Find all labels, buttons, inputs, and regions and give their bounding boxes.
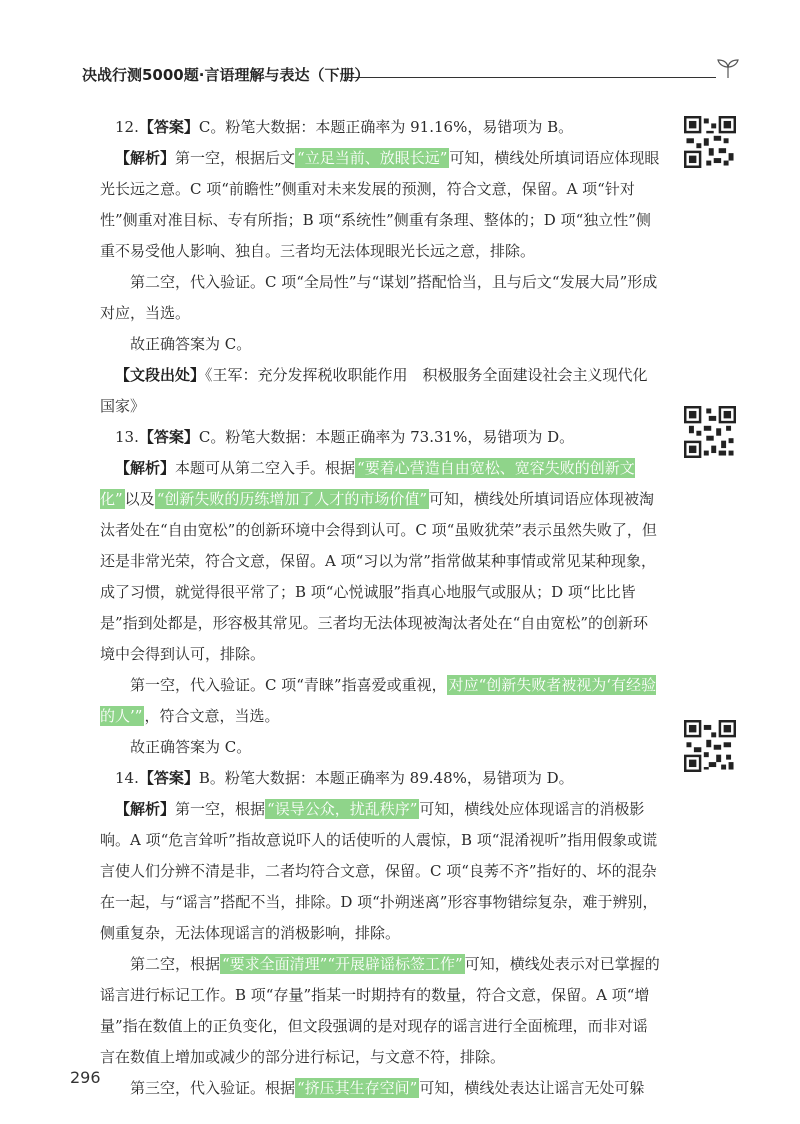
qr-code-icon[interactable] bbox=[684, 720, 736, 772]
q12-analysis bbox=[100, 143, 660, 267]
answer-text: B。粉笔大数据：本题正确率为 89.48%，易错项为 D。 bbox=[198, 769, 574, 787]
highlight: “要着心营造自由宽松、宽容失败的创新文化” bbox=[100, 459, 635, 508]
q13-analysis bbox=[100, 453, 660, 670]
analysis-text: 可知，横线处所填词语应体现眼光长远之意。C 项“前瞻性”侧重对未来发展的预测，符合文意，保留。A 项“针对性”侧重对准目标、专有所指；B 项“系统性”侧重有条理、整体的；D 项“独立性”侧重不易受他人影响、独自。三者均无法体现眼光长远之意，排除。 bbox=[100, 149, 660, 260]
analysis-text: 可知，横线处所填词语应体现被淘汰者处在“自由宽松”的创新环境中会得到认可。C 项“虽败犹荣”表示虽然失败了，但还是非常光荣，符合文意，保留。A 项“习以为常”指常做某种事情或常见某种现象，成了习惯，就觉得很平常了；B 项“心悦诚服”指真心地服气或服从；D 项“比比皆是”指到处都是，形容极其常见。三者均无法体现被淘汰者处在“自由宽松”的创新环境中会得到认可，排除。 bbox=[100, 490, 657, 663]
analysis-text: 第一空，代入验证。C 项“青睐”指喜爱或重视， bbox=[130, 676, 447, 694]
q12-source bbox=[100, 360, 660, 422]
q14-answer bbox=[100, 763, 660, 794]
qr-code-icon[interactable] bbox=[684, 406, 736, 458]
highlight: “创新失败的历练增加了人才的市场价值” bbox=[156, 490, 428, 508]
analysis-text: 以及 bbox=[124, 490, 155, 508]
answer-text: C。粉笔大数据：本题正确率为 91.16%，易错项为 B。 bbox=[198, 118, 574, 136]
source-text: 《王军：充分发挥税收职能作用 积极服务全面建设社会主义现代化国家》 bbox=[100, 366, 648, 415]
highlight: “挤压其生存空间” bbox=[297, 1079, 418, 1097]
analysis-text: 可知，横线处表达让谣言无处可躲 bbox=[419, 1079, 645, 1097]
q14-analysis bbox=[100, 794, 660, 949]
book-title: 决战行测5000题·言语理解与表达（下册） bbox=[82, 66, 370, 84]
qr-code-icon[interactable] bbox=[684, 116, 736, 168]
analysis-tag: 【解析】 bbox=[115, 459, 176, 477]
answer-text: C。粉笔大数据：本题正确率为 73.31%，易错项为 D。 bbox=[198, 428, 575, 446]
highlight: “立足当前、放眼长远” bbox=[297, 149, 448, 167]
question-number: 12. bbox=[115, 118, 139, 136]
highlight: “要求全面清理”“开展辟谣标签工作” bbox=[222, 955, 463, 973]
q13-conclusion: 故正确答案为 C。 bbox=[130, 738, 252, 756]
question-number: 14. bbox=[115, 769, 139, 787]
analysis-tag: 【解析】 bbox=[115, 800, 176, 818]
analysis-text: 可知，横线处表示对已掌握的谣言进行标记工作。B 项“存量”指某一时期持有的数量，符合文意，保留。A 项“增量”指在数值上的正负变化，但文段强调的是对现存的谣言进行全面梳理，而非对谣言在数值上增加或减少的部分进行标记，与文意不符，排除。 bbox=[100, 955, 660, 1066]
analysis-text: 第三空，代入验证。根据 bbox=[130, 1079, 296, 1097]
page-header bbox=[82, 64, 742, 88]
answer-tag: 【答案】 bbox=[138, 428, 199, 446]
source-tag: 【文段出处】 bbox=[115, 366, 206, 384]
highlight: 对应“创新失败者被视为‘有经验的人’” bbox=[100, 676, 657, 725]
answer-tag: 【答案】 bbox=[138, 118, 199, 136]
question-number: 13. bbox=[115, 428, 139, 446]
q13-answer bbox=[100, 422, 660, 453]
analysis-text: 本题可从第二空入手。根据 bbox=[175, 459, 356, 477]
header-rule bbox=[344, 77, 716, 78]
q14-para2 bbox=[100, 949, 660, 1073]
analysis-text: 可知，横线处应体现谣言的消极影响。A 项“危言耸听”指故意说吓人的话使听的人震惊，B 项“混淆视听”指用假象或谎言使人们分辨不清是非，二者均符合文意，保留。C 项“良莠不齐”指好的、坏的混杂在一起，与“谣言”搭配不当，排除。D 项“扑朔迷离”形容事物错综复杂，难于辨别，侧重复杂，无法体现谣言的消极影响，排除。 bbox=[100, 800, 658, 942]
analysis-text: 第一空，根据后文 bbox=[175, 149, 296, 167]
page-body bbox=[100, 112, 660, 1104]
analysis-tag: 【解析】 bbox=[115, 149, 176, 167]
analysis-text: 第二空，根据 bbox=[130, 955, 221, 973]
q13-para2 bbox=[100, 670, 660, 732]
analysis-text: 第一空，根据 bbox=[175, 800, 266, 818]
analysis-text: ，符合文意，当选。 bbox=[144, 707, 280, 725]
highlight: “误导公众，扰乱秩序” bbox=[267, 800, 418, 818]
answer-tag: 【答案】 bbox=[138, 769, 199, 787]
q12-conclusion: 故正确答案为 C。 bbox=[130, 335, 252, 353]
q12-para2: 第二空，代入验证。C 项“全局性”与“谋划”搭配恰当，且与后文“发展大局”形成对应，当选。 bbox=[100, 273, 658, 322]
page-number: 296 bbox=[70, 1068, 101, 1087]
q12-answer bbox=[100, 112, 660, 143]
q14-para3 bbox=[100, 1073, 660, 1104]
sprout-icon bbox=[714, 58, 742, 80]
